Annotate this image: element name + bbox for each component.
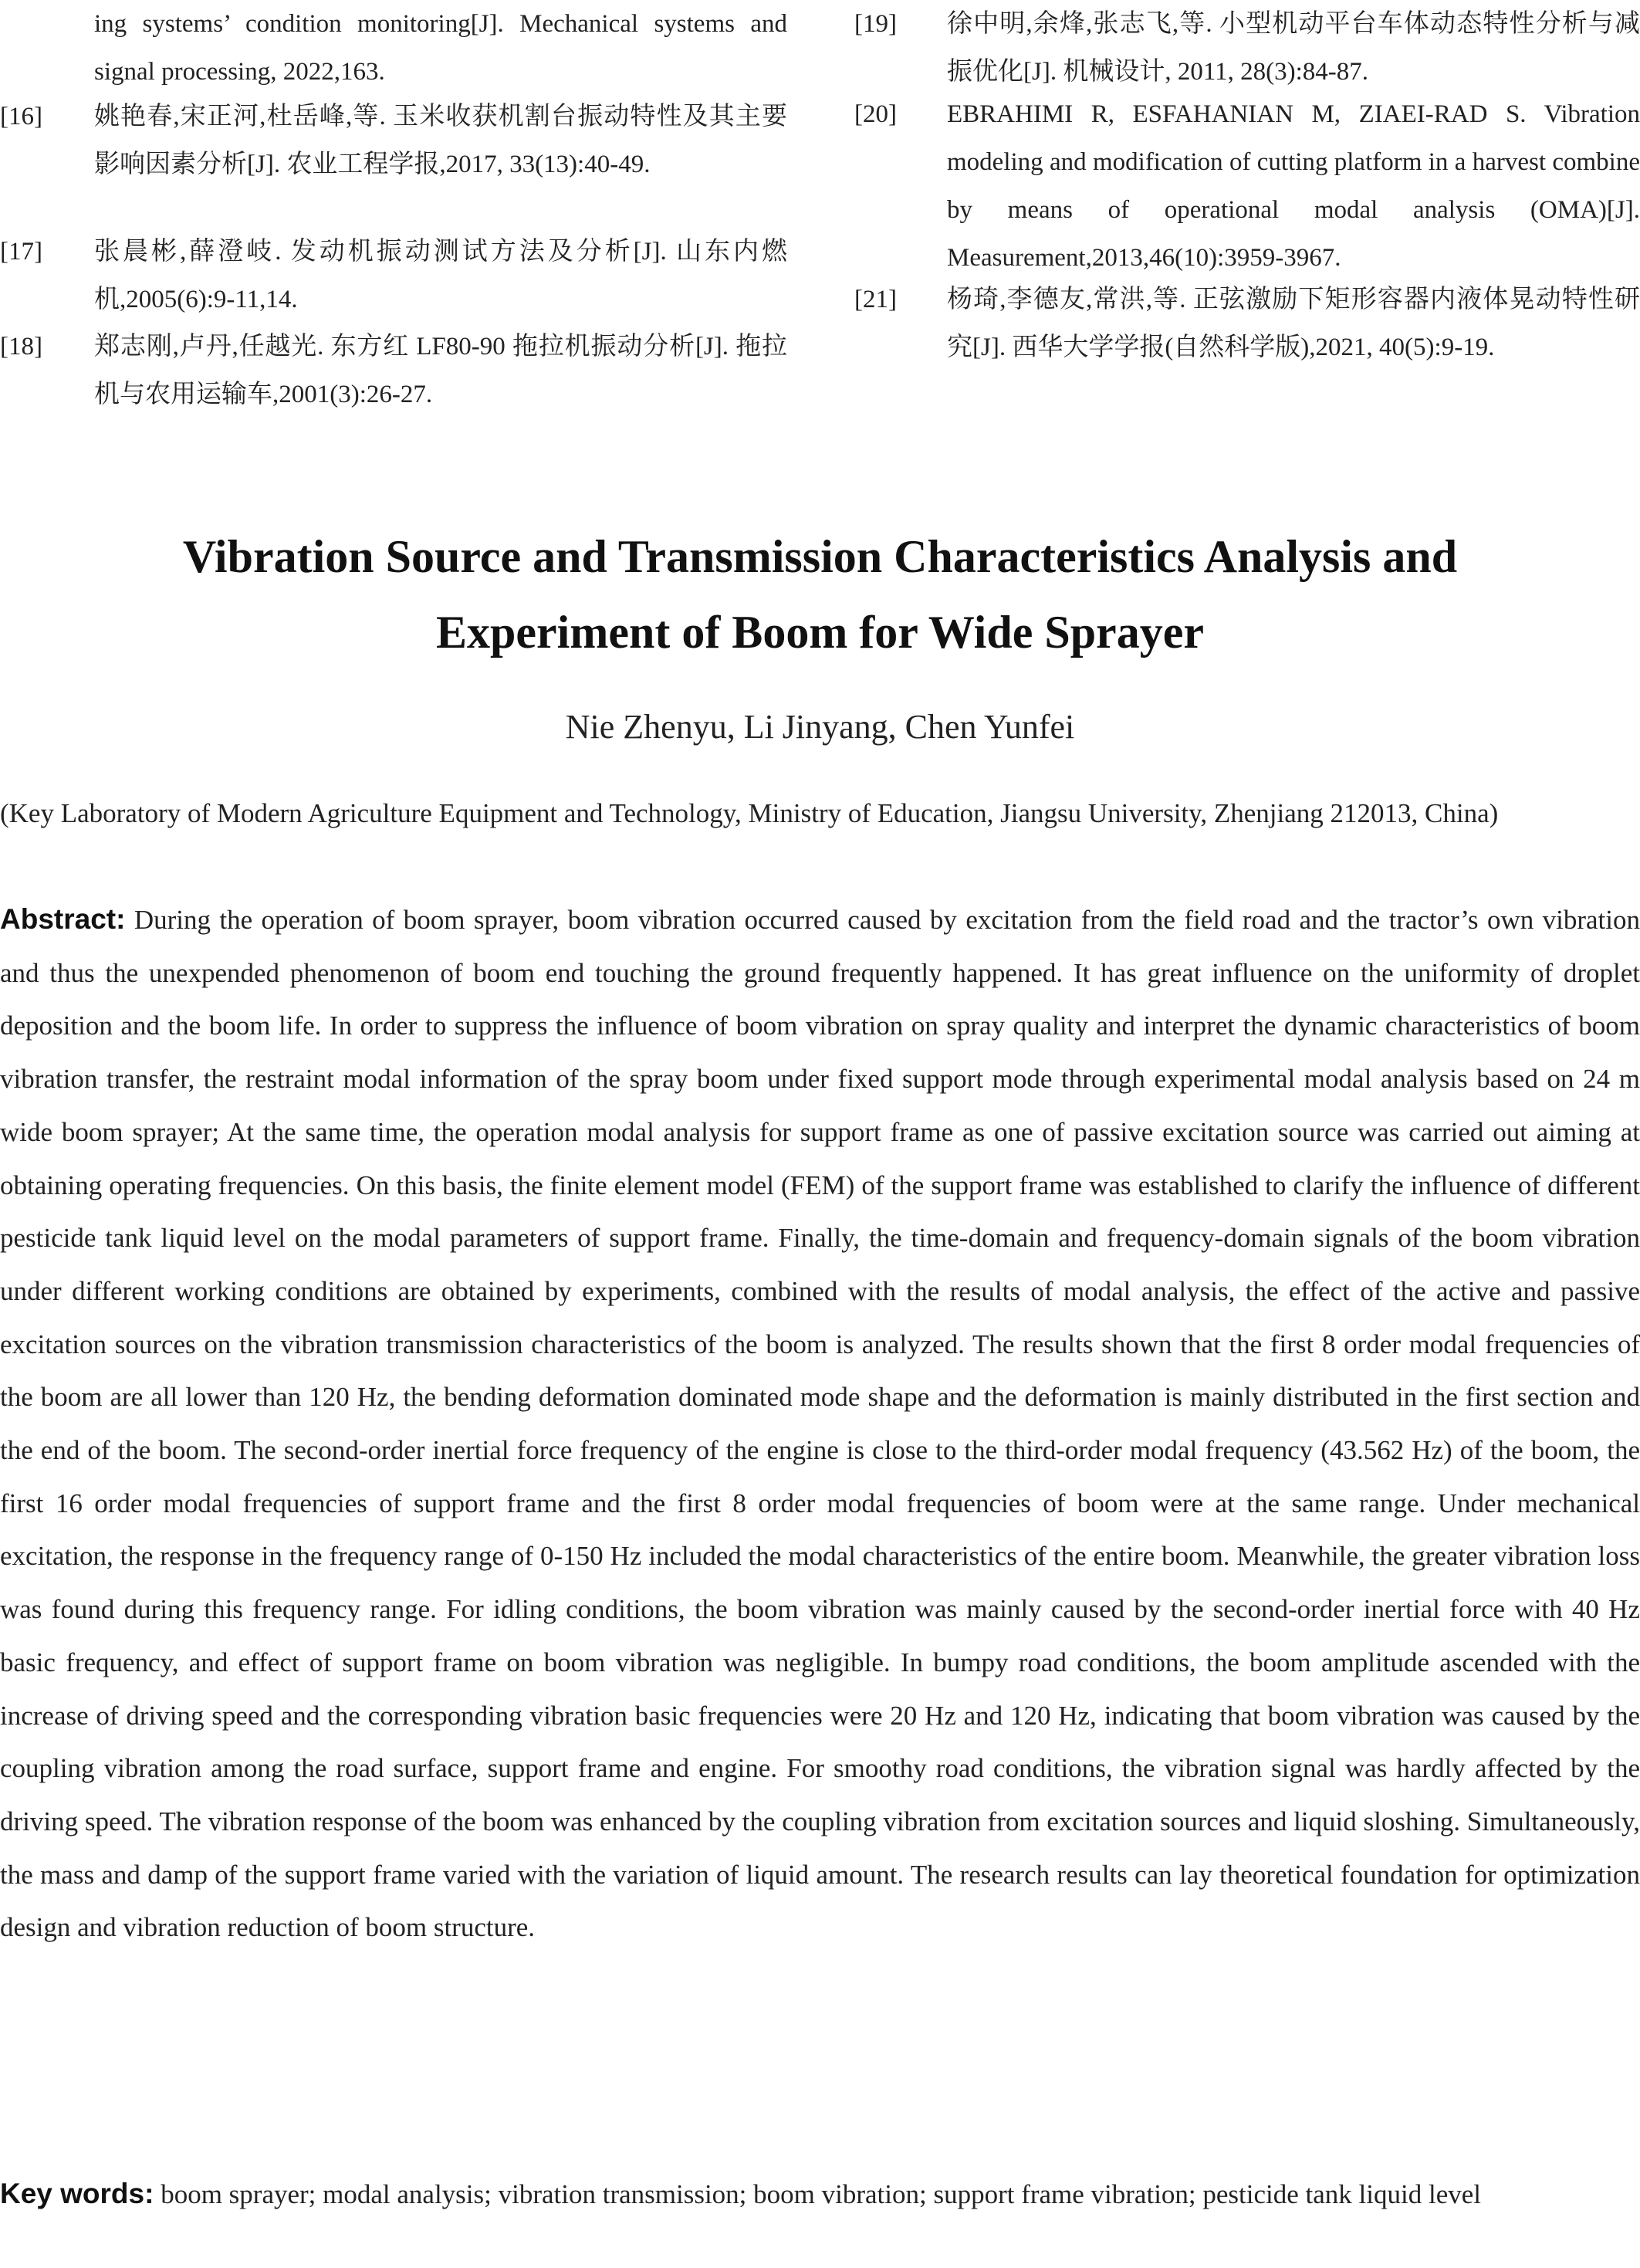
abstract-text: During the operation of boom sprayer, boom vibration occurred caused by excitation from the field road and the tractor’s own vibration and thus the unexpended phenomenon of boom end touching the ground frequently happened. It has great influence on the uniformity of droplet deposition and the boom life. In order to suppress the influence of boom vibration on spray quality and interpret the dynamic characteristics of boom vibration transfer, the restraint modal information of the spray boom under fixed support mode through experimental modal analysis based on 24 m wide boom sprayer; At the same time, the operation modal analysis for support frame as one of passive excitation source was carried out aiming at obtaining operating frequencies. On this basis, the finite element model (FEM) of the support frame was established to clarify the influence of different pesticide tank liquid level on the modal parameters of support frame. Finally, the time-domain and frequency-domain signals of the boom vibration under different working conditions are obtained by experiments, combined with the results of modal analysis, the effect of the active and passive excitation sources on the vibration transmission characteristics of the boom is analyzed. The results shown that the first 8 order modal frequencies of the boom are all lower than 120 Hz, the bending deformation dominated mode shape and the deformation is mainly distributed in the first section and the end of the boom. The second-order inertial force frequency of the engine is close to the third-order modal frequency (43.562 Hz) of the boom, the first 16 order modal frequencies of support frame and the first 8 order modal frequencies of boom were at the same range. Under mechanical excitation, the response in the frequency range of 0-150 Hz included the modal characteristics of the entire boom. Meanwhile, the greater vibration loss was found during this frequency range. For idling conditions, the boom vibration was mainly caused by the second-order inertial force with 40 Hz basic frequency, and effect of support frame on boom vibration was negligible. In bumpy road conditions, the boom amplitude ascended with the increase of driving speed and the corresponding vibration basic frequencies were 20 Hz and 120 Hz, indicating that boom vibration was caused by the coupling vibration among the road surface, support frame and engine. For smoothy road conditions, the vibration signal was hardly affected by the driving speed. The vibration response of the boom was enhanced by the coupling vibration from excitation sources and liquid sloshing. Simultaneously, the mass and damp of the support frame varied with the variation of liquid amount. The research results can lay theoretical foundation for optimization design and vibration reduction of boom structure. (0, 905, 1640, 1943)
affiliation: (Key Laboratory of Modern Agriculture Equipment and Technology, Ministry of Education, Jiangsu University, Zhenjiang 212013, China) (0, 798, 1499, 828)
reference-text: 张晨彬,薛澄岐. 发动机振动测试方法及分析[J]. 山东内燃机,2005(6):9-11,14. (94, 238, 787, 313)
reference-text: EBRAHIMI R, ESFAHANIAN M, ZIAEI-RAD S. Vibration modeling and modification of cutting platform in a harvest combine by means of operational modal analysis (OMA)[J]. Measurement,2013,46(10):3959-3967. (947, 100, 1640, 272)
reference-number: [20] (854, 100, 897, 128)
reference-text: 杨琦,李德友,常洪,等. 正弦激励下矩形容器内液体晃动特性研究[J]. 西华大学学报(自然科学版),2021, 40(5):9-19. (947, 286, 1640, 361)
reference-number: [17] (0, 238, 42, 266)
abstract-label: Abstract: (0, 903, 126, 935)
reference-text: ing systems’ condition monitoring[J]. Mechanical systems and signal processing, 2022,163. (94, 10, 787, 86)
reference-text: 徐中明,余烽,张志飞,等. 小型机动平台车体动态特性分析与减振优化[J]. 机械设计, 2011, 28(3):84-87. (947, 10, 1640, 86)
references-section (0, 0, 1640, 417)
reference-text: 郑志刚,卢丹,任越光. 东方红 LF80-90 拖拉机振动分析[J]. 拖拉机与农用运输车,2001(3):26-27. (94, 333, 787, 408)
reference-text: 姚艳春,宋正河,杜岳峰,等. 玉米收获机割台振动特性及其主要影响因素分析[J]. 农业工程学报,2017, 33(13):40-49. (94, 103, 787, 178)
reference-number: [18] (0, 333, 42, 361)
paper-title: Vibration Source and Transmission Characteristics Analysis and Experiment of Boom for Wide Sprayer (182, 531, 1458, 658)
author-list: Nie Zhenyu, Li Jinyang, Chen Yunfei (565, 708, 1075, 746)
keywords-text: boom sprayer; modal analysis; vibration transmission; boom vibration; support frame vibration; pesticide tank liquid level (161, 2179, 1481, 2209)
abstract (0, 893, 1640, 1955)
reference-number: [16] (0, 103, 42, 130)
reference-number: [21] (854, 286, 897, 313)
reference-number: [19] (854, 10, 897, 38)
keywords-label: Key words: (0, 2178, 154, 2209)
keywords (0, 2168, 1640, 2221)
